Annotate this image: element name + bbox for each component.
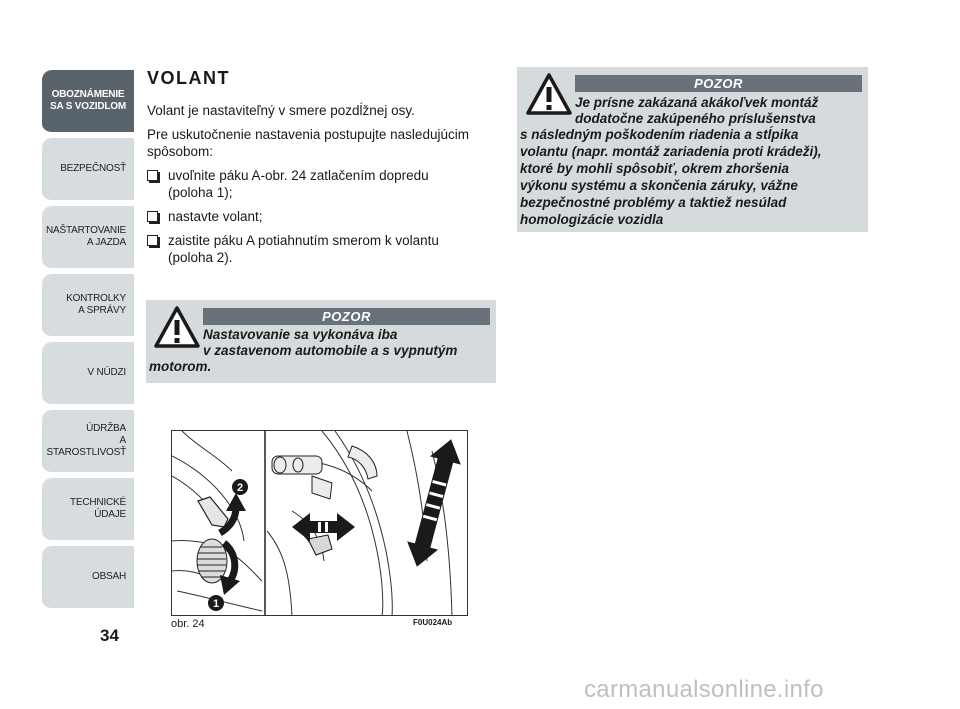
list-item: uvoľnite páku A-obr. 24 zatlačením dopredu (poloha 1);: [147, 167, 497, 201]
warning-text-line: s následným poškodením riadenia a stĺpika: [520, 127, 799, 142]
warning-box-right: [517, 67, 868, 232]
steering-lever-illustration: [171, 430, 468, 616]
instruction-paragraph: Pre uskutočnenie nastavenia postupujte nasledujúcim spôsobom:: [147, 127, 469, 159]
figure-code: F0U024Ab: [413, 618, 453, 627]
warning-text-line: motorom.: [149, 359, 212, 374]
steps-list: [147, 167, 497, 266]
section-body: [147, 102, 497, 273]
warning-text-line: ktoré by mohli spôsobiť, okrem zhoršenia: [520, 161, 790, 176]
tab-kontrolky[interactable]: KONTROLKY A SPRÁVY: [42, 274, 134, 338]
tab-technicke-udaje[interactable]: TECHNICKÉ ÚDAJE: [42, 478, 134, 542]
warning-header: POZOR: [203, 308, 490, 325]
tab-nastartovanie[interactable]: NAŠTARTOVANIE A JAZDA: [42, 206, 134, 270]
warning-text-line: v zastavenom automobile a s vypnutým: [203, 343, 458, 358]
warning-text-line: výkonu systému a skončenia záruky, vážne: [520, 178, 798, 193]
warning-text-line: dodatočne zakúpeného príslušenstva: [575, 111, 816, 126]
tab-obsah[interactable]: OBSAH: [42, 546, 134, 610]
warning-triangle-icon: [154, 306, 200, 348]
warning-triangle-icon: [526, 73, 572, 115]
warning-text-line: bezpečnostné problémy a taktiež nesúlad: [520, 195, 787, 210]
position-marker-2: 2: [236, 482, 244, 494]
warning-header: POZOR: [575, 75, 862, 92]
warning-text-line: volantu (napr. montáž zariadenia proti krádeži),: [520, 144, 822, 159]
list-item: zaistite páku A potiahnutím smerom k volantu (poloha 2).: [147, 232, 497, 266]
list-item: nastavte volant;: [147, 208, 497, 225]
tab-bezpecnost[interactable]: BEZPEČNOSŤ: [42, 138, 134, 202]
watermark: carmanualsonline.info: [584, 676, 824, 703]
position-marker-1: 1: [212, 598, 220, 610]
warning-text-line: Nastavovanie sa vykonáva iba: [203, 327, 398, 342]
page-number: 34: [100, 626, 119, 645]
figure-caption: obr. 24: [171, 618, 205, 630]
checkbox-bullet-icon: [147, 235, 158, 246]
tab-udrzba[interactable]: ÚDRŽBA A STAROSTLIVOSŤ: [42, 410, 134, 474]
warning-text-line: Je prísne zakázaná akákoľvek montáž: [575, 95, 819, 110]
tab-v-nudzi[interactable]: V NÚDZI: [42, 342, 134, 406]
checkbox-bullet-icon: [147, 170, 158, 181]
section-title: VOLANT: [147, 68, 230, 88]
checkbox-bullet-icon: [147, 211, 158, 222]
warning-text-line: homologizácie vozidla: [520, 212, 664, 227]
intro-paragraph: Volant je nastaviteľný v smere pozdĺžnej osy.: [147, 103, 415, 118]
steering-column-drawing: [172, 431, 468, 616]
warning-box-left: [146, 300, 496, 383]
tab-oboznamenie[interactable]: OBOZNÁMENIE SA S VOZIDLOM: [42, 70, 134, 134]
